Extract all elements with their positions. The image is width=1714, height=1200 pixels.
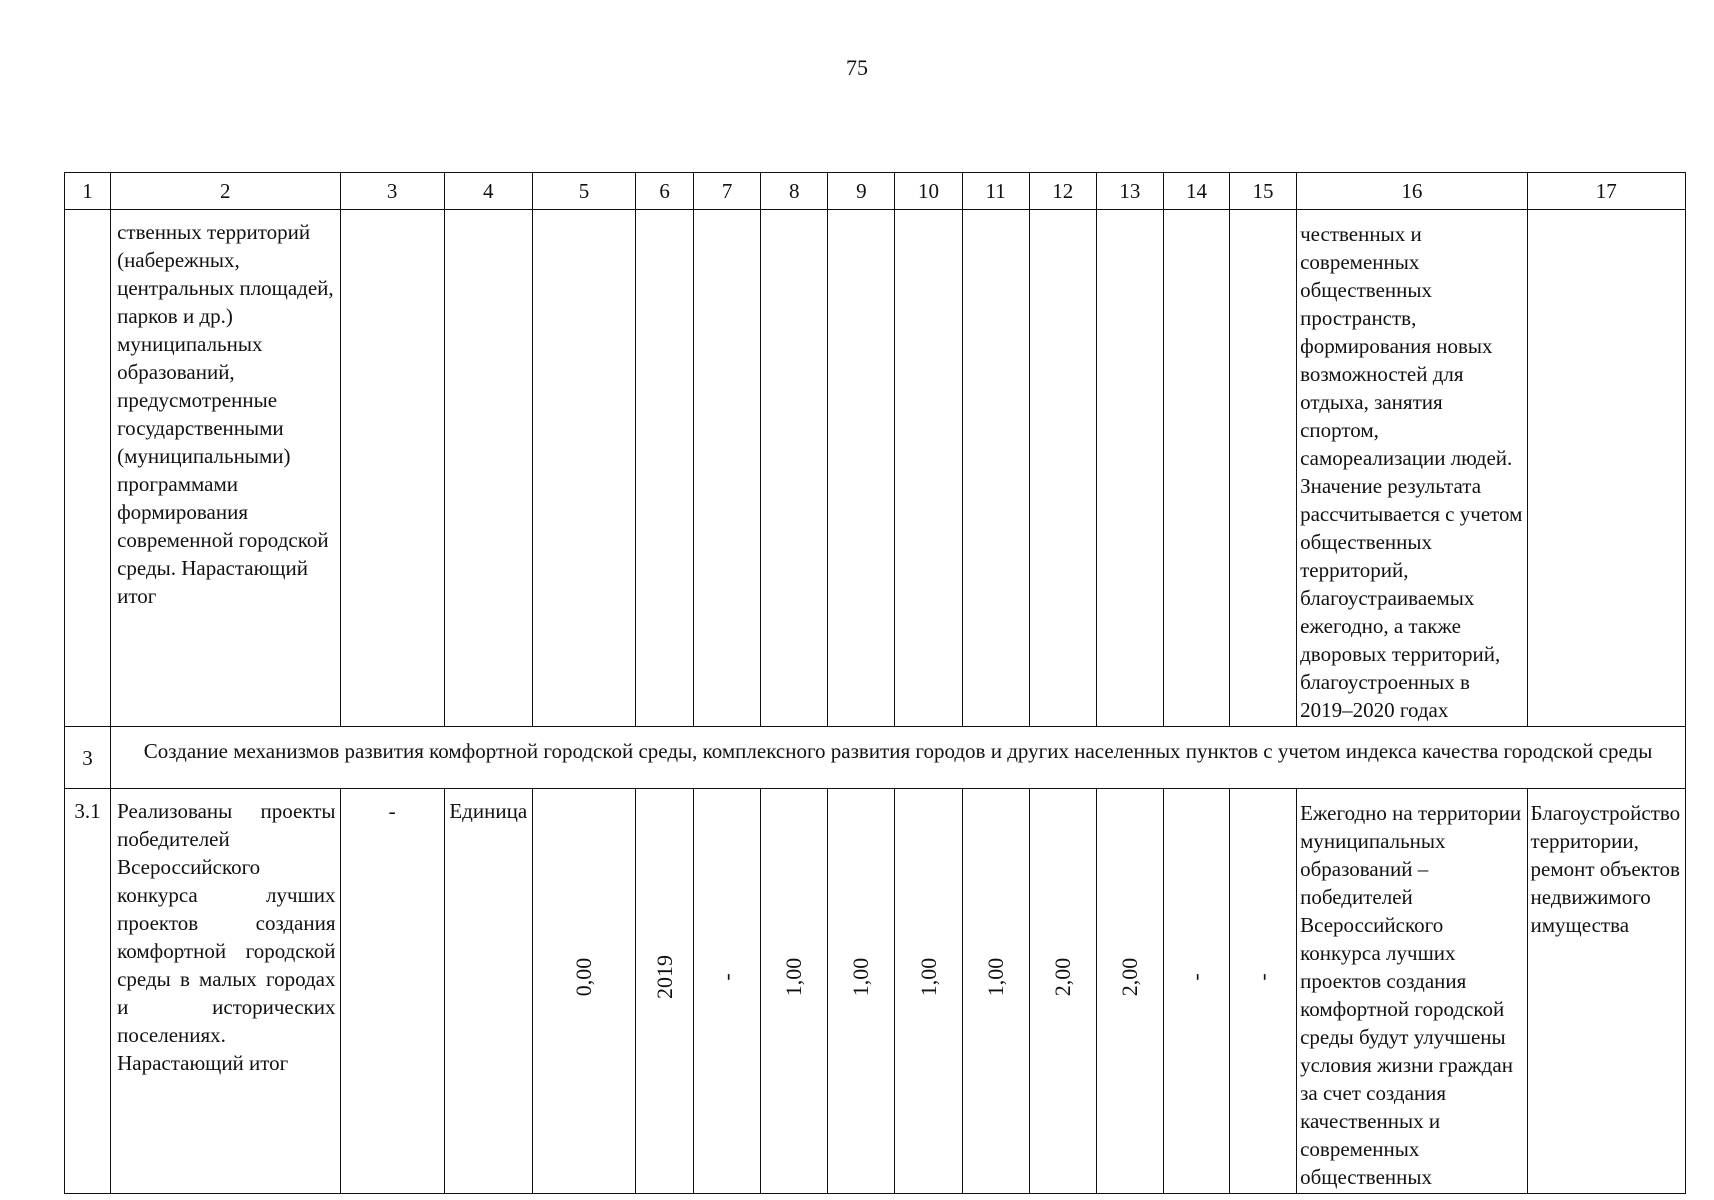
header-cell: 2 xyxy=(111,173,340,210)
header-cell: 13 xyxy=(1096,173,1163,210)
value: 1,00 xyxy=(915,957,941,997)
section-title: Создание механизмов развития комфортной городской среды, комплексного развития городов и других населенных пунктов с учетом индекса качества городской среды xyxy=(111,727,1686,789)
header-cell: 6 xyxy=(636,173,694,210)
table-cell xyxy=(1163,789,1229,1194)
table-cell xyxy=(1029,789,1096,1194)
activity-cell: Благоустройство территории, ремонт объектов недвижимого имущества xyxy=(1527,789,1685,1194)
indicator-name-cell: Реализованы проекты победителей Всероссийского конкурса лучших проектов создания комфортной городской среды в малых городах и исторических поселениях. Нарастающий итог xyxy=(111,789,340,1194)
table-cell xyxy=(532,789,635,1194)
table-cell xyxy=(962,210,1029,727)
table-cell xyxy=(636,210,694,727)
table-cell xyxy=(828,210,895,727)
table-cell xyxy=(1527,210,1685,727)
indicators-table xyxy=(64,172,1686,1194)
page-number: 75 xyxy=(846,55,868,80)
table-cell xyxy=(636,789,694,1194)
unit-cell: Единица xyxy=(444,789,532,1194)
table-cell xyxy=(1230,210,1297,727)
header-cell: 7 xyxy=(694,173,761,210)
base-year: 2019 xyxy=(651,955,677,999)
base-value: 0,00 xyxy=(570,957,596,997)
header-cell: 10 xyxy=(895,173,962,210)
row-number: 3.1 xyxy=(65,789,111,1194)
table-cell xyxy=(694,789,761,1194)
header-cell: 15 xyxy=(1230,173,1297,210)
table-row-3-1 xyxy=(65,789,1686,1194)
value: 1,00 xyxy=(982,957,1008,997)
value: 2,00 xyxy=(1049,957,1075,997)
table-cell xyxy=(532,210,635,727)
header-cell: 1 xyxy=(65,173,111,210)
table-row-continuation xyxy=(65,210,1686,727)
value-dash: - xyxy=(1183,973,1209,981)
indicator-name-cell: ственных территорий (набережных, центральных площадей, парков и др.) муниципальных образований, предусмотренные государственными (муниципальными) программами формирования современной городской среды. Нарастающий итог xyxy=(111,210,340,727)
section-number: 3 xyxy=(65,727,111,789)
value-dash: - xyxy=(714,973,740,981)
table-cell xyxy=(962,789,1029,1194)
header-cell: 3 xyxy=(340,173,444,210)
table-cell xyxy=(1096,789,1163,1194)
table-cell xyxy=(444,210,532,727)
value: 2,00 xyxy=(1116,957,1142,997)
table-cell xyxy=(761,210,828,727)
header-cell: 8 xyxy=(761,173,828,210)
header-cell: 5 xyxy=(532,173,635,210)
table-cell xyxy=(340,210,444,727)
table-cell xyxy=(1230,789,1297,1194)
table-cell xyxy=(65,210,111,727)
section-row xyxy=(65,727,1686,789)
table-cell xyxy=(1163,210,1229,727)
value: 1,00 xyxy=(848,957,874,997)
table-cell: - xyxy=(340,789,444,1194)
value-dash: - xyxy=(1250,973,1276,981)
header-cell: 9 xyxy=(828,173,895,210)
table-cell xyxy=(895,210,962,727)
table-cell xyxy=(694,210,761,727)
header-row xyxy=(65,173,1686,210)
header-cell: 17 xyxy=(1527,173,1685,210)
table-cell xyxy=(1096,210,1163,727)
header-cell: 14 xyxy=(1163,173,1229,210)
table-cell xyxy=(828,789,895,1194)
header-cell: 11 xyxy=(962,173,1029,210)
table-cell xyxy=(761,789,828,1194)
header-cell: 4 xyxy=(444,173,532,210)
description-cell: чественных и современных общественных пространств, формирования новых возможностей для отдыха, занятия спортом, самореализации людей. Значение результата рассчитывается с учетом общественных территорий, благоустраиваемых ежегодно, а также дворовых территорий, благоустроенных в 2019–2020 годах xyxy=(1297,210,1527,727)
header-cell: 16 xyxy=(1297,173,1527,210)
header-cell: 12 xyxy=(1029,173,1096,210)
table-cell xyxy=(1029,210,1096,727)
table-cell xyxy=(895,789,962,1194)
value: 1,00 xyxy=(781,957,807,997)
description-cell: Ежегодно на территории муниципальных образований – победителей Всероссийского конкурса лучших проектов создания комфортной городской среды будут улучшены условия жизни граждан за счет создания качественных и современных общественных xyxy=(1297,789,1527,1194)
